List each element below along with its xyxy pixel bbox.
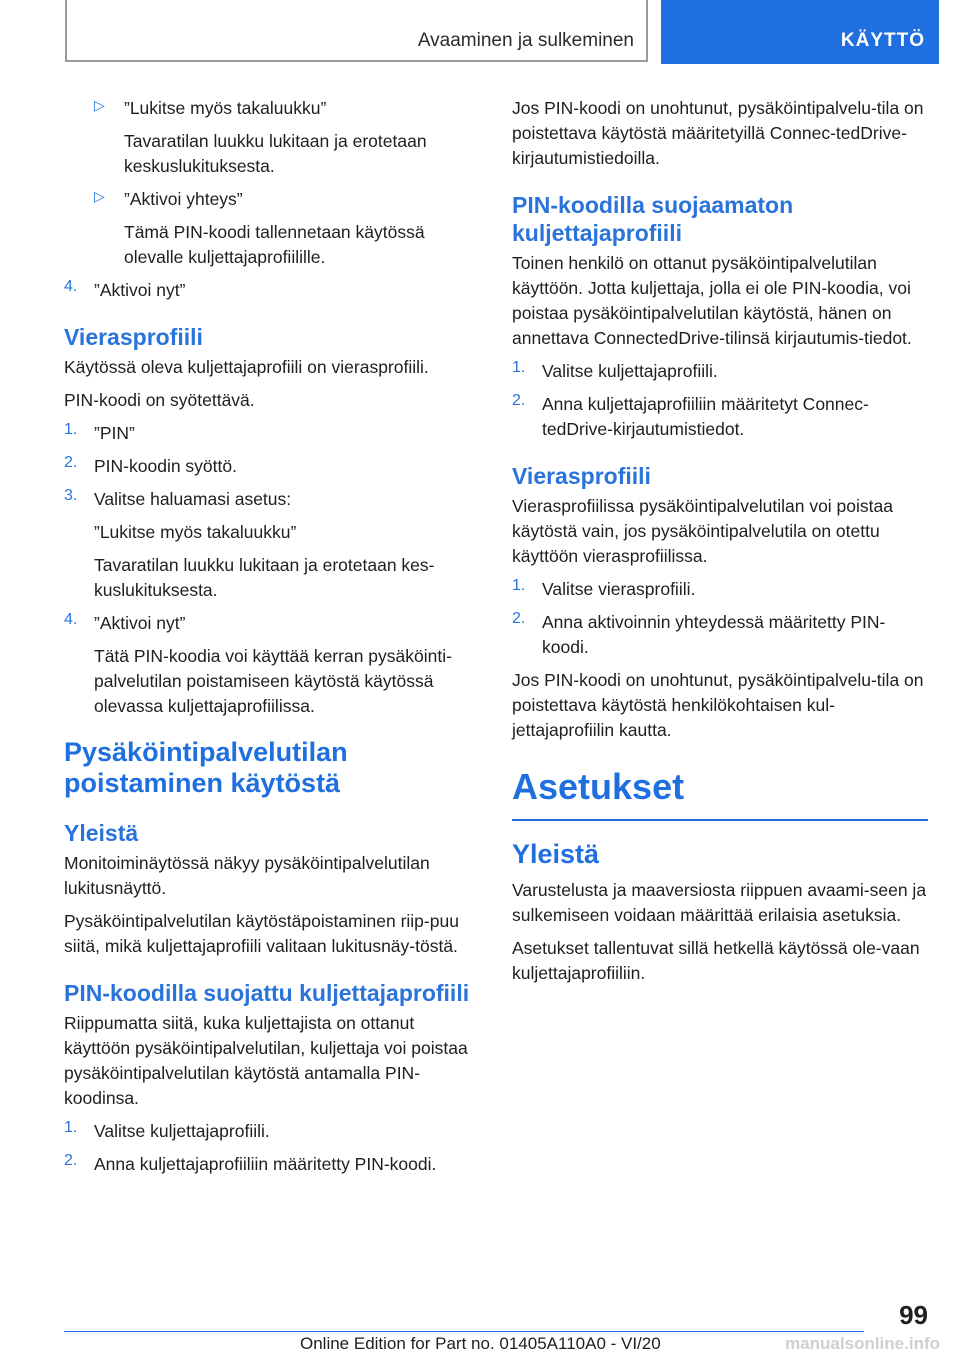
footer-divider	[64, 1331, 864, 1332]
paragraph: Pysäköintipalvelutilan käytöstäpoistaminen riip-puu siitä, mikä kuljettajaprofiili valitaan lukitusnäy-töstä.	[64, 911, 459, 956]
list-item	[512, 392, 928, 442]
list-item	[64, 421, 484, 446]
list-item	[64, 487, 484, 512]
right-column	[512, 96, 928, 994]
triangle-bullet-icon: ▷	[94, 97, 105, 113]
step-number: 1.	[64, 421, 78, 438]
list-item	[512, 359, 928, 384]
list-item	[512, 577, 928, 602]
step-number: 1.	[512, 577, 526, 594]
list-item	[64, 96, 484, 121]
paragraph: Toinen henkilö on ottanut pysäköintipalvelutilan käyttöön. Jotta kuljettaja, jolla ei ole PIN-koodia, voi poistaa pysäköintipalvelutilan käytöstä, hänen on annettava ConnectedDrive-tilinsä kirjautumis-tiedot.	[512, 253, 912, 348]
step-text: Valitse vierasprofiili.	[542, 579, 696, 599]
step-subtext: Tätä PIN-koodia voi käyttää kerran pysäköinti-palvelutilan poistamiseen käytöstä käytössä olevassa kuljettajaprofiilissa.	[94, 646, 452, 716]
step-number: 1.	[64, 1119, 78, 1136]
paragraph: Vierasprofiilissa pysäköintipalvelutilan voi poistaa käytöstä vain, jos pysäköintipalvelutila on otettu käyttöön vierasprofiilissa.	[512, 496, 893, 566]
step-text: ”Aktivoi nyt”	[94, 613, 186, 633]
option-label: ”Aktivoi yhteys”	[124, 189, 243, 209]
step-number: 2.	[64, 1152, 78, 1169]
chapter-label: KÄYTTÖ	[840, 30, 925, 51]
paragraph: Riippumatta siitä, kuka kuljettajista on ottanut käyttöön pysäköintipalvelutilan, kuljettaja voi poistaa pysäköintipalvelutilan käytöstä antamalla PIN-koodinsa.	[64, 1013, 468, 1108]
chapter-heading: Asetukset	[512, 765, 928, 821]
paragraph: Jos PIN-koodi on unohtunut, pysäköintipalvelu-tila on poistettava käytöstä määritetyillä Connec-tedDrive-kirjautumistiedoilla.	[512, 98, 924, 168]
triangle-bullet-icon: ▷	[94, 188, 105, 204]
list-item	[64, 278, 484, 303]
option-label: ”Lukitse myös takaluukku”	[124, 98, 327, 118]
watermark: manualsonline.info	[785, 1334, 940, 1353]
list-item	[512, 610, 928, 660]
page-number: 99	[899, 1300, 928, 1330]
step-text: Anna kuljettajaprofiiliin määritetty PIN-koodi.	[94, 1154, 437, 1174]
step-number: 2.	[512, 392, 526, 409]
list-item	[64, 611, 484, 636]
step-text: Valitse kuljettajaprofiili.	[542, 361, 718, 381]
section-heading: Vierasprofiili	[64, 324, 203, 350]
paragraph: Käytössä oleva kuljettajaprofiili on vierasprofiili.	[64, 357, 429, 377]
footer-edition: Online Edition for Part no. 01405A110A0 - VI/20	[300, 1334, 661, 1353]
step-number: 1.	[512, 359, 526, 376]
step-number: 4.	[64, 278, 78, 295]
section-heading: PIN-koodilla suojaamaton kuljettajaprofiili	[512, 192, 794, 246]
left-column	[64, 96, 484, 1185]
step-text: Anna aktivoinnin yhteydessä määritetty PIN-koodi.	[542, 612, 886, 657]
header-section-box	[65, 0, 648, 62]
step-subtext: Tavaratilan luukku lukitaan ja erotetaan kes-kuslukituksesta.	[94, 555, 435, 600]
section-heading: PIN-koodilla suojattu kuljettajaprofiili	[64, 980, 470, 1006]
option-description: Tämä PIN-koodi tallennetaan käytössä olevalle kuljettajaprofiilille.	[124, 222, 425, 267]
section-heading: Vierasprofiili	[512, 463, 651, 489]
paragraph: Jos PIN-koodi on unohtunut, pysäköintipalvelu-tila on poistettava käytöstä henkilökohtaisen kul-jettajaprofiilin kautta.	[512, 670, 924, 740]
list-item	[64, 1152, 484, 1177]
step-text: Valitse kuljettajaprofiili.	[94, 1121, 270, 1141]
section-heading: Yleistä	[64, 820, 139, 846]
step-subtext: ”Lukitse myös takaluukku”	[94, 522, 297, 542]
step-text: ”PIN”	[94, 423, 135, 443]
step-number: 4.	[64, 611, 78, 628]
paragraph: Monitoiminäytössä näkyy pysäköintipalvelutilan lukitusnäyttö.	[64, 853, 430, 898]
step-text: Valitse haluamasi asetus:	[94, 489, 292, 509]
option-description: Tavaratilan luukku lukitaan ja erotetaan keskuslukituksesta.	[124, 131, 427, 176]
list-item	[64, 1119, 484, 1144]
paragraph: PIN-koodi on syötettävä.	[64, 390, 255, 410]
step-number: 2.	[512, 610, 526, 627]
section-heading-large: Pysäköintipalvelutilan poistaminen käytöstä	[64, 737, 348, 798]
chapter-tab	[661, 0, 939, 64]
step-number: 3.	[64, 487, 78, 504]
section-title: Avaaminen ja sulkeminen	[417, 30, 634, 51]
paragraph: Asetukset tallentuvat sillä hetkellä käytössä ole-vaan kuljettajaprofiiliin.	[512, 938, 920, 983]
section-heading-large: Yleistä	[512, 839, 600, 869]
step-text: ”Aktivoi nyt”	[94, 280, 186, 300]
list-item	[64, 187, 484, 212]
step-number: 2.	[64, 454, 78, 471]
step-text: PIN-koodin syöttö.	[94, 456, 237, 476]
step-text: Anna kuljettajaprofiiliin määritetyt Connec-tedDrive-kirjautumistiedot.	[542, 394, 869, 439]
paragraph: Varustelusta ja maaversiosta riippuen avaami-seen ja sulkemiseen voidaan määrittää erilaisia asetuksia.	[512, 880, 927, 925]
list-item	[64, 454, 484, 479]
